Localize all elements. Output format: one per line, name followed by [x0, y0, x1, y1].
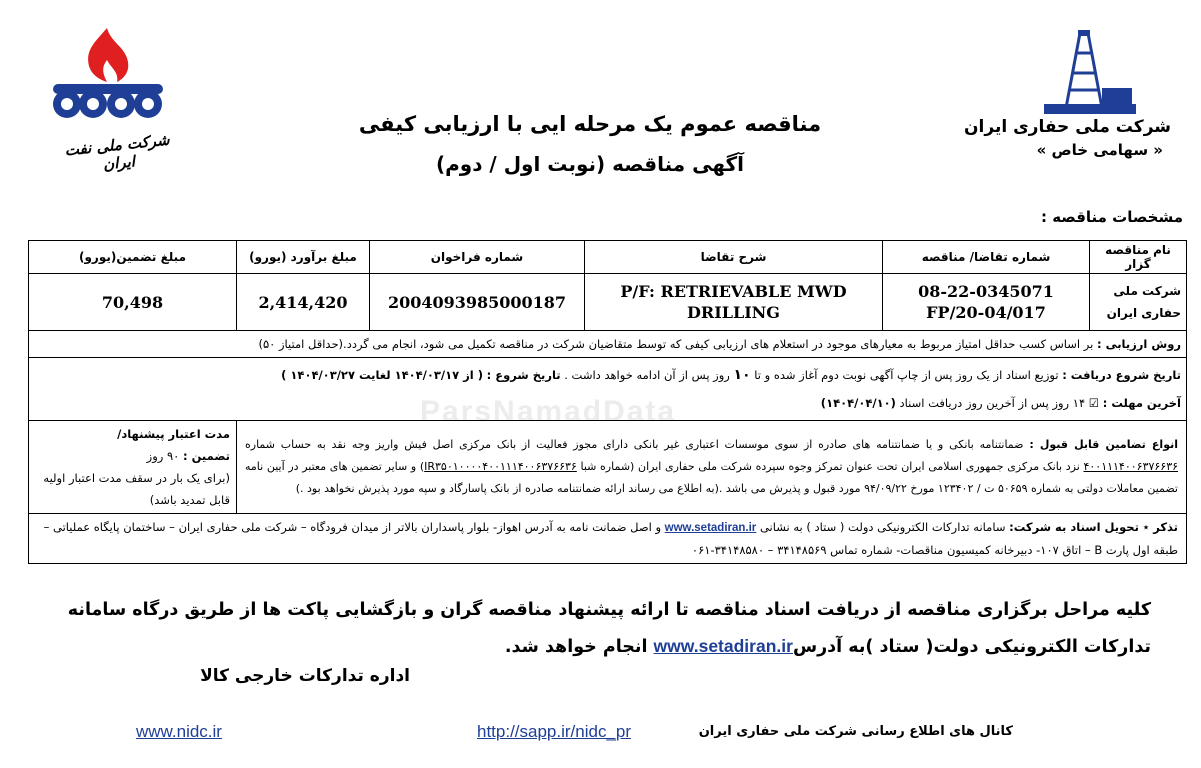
guarantees-cell	[237, 421, 1187, 514]
description-line1: P/F: RETRIEVABLE MWD	[620, 282, 847, 301]
procedure-line1: کلیه مراحل برگزاری مناقصه از دریافت اسناد مناقصه تا ارائه پیشنهاد مناقصه گران و بازگشایی پاکت ها از طریق درگاه سامانه	[67, 600, 1151, 620]
deadline-line	[34, 389, 1181, 417]
procedure-line2-part2: انجام خواهد شد.	[504, 637, 648, 657]
start-range: ( از ۱۴۰۴/۰۳/۱۷ لغایت ۱۴۰۴/۰۳/۲۷ )	[281, 368, 483, 382]
validity-guarantee-label: تضمین :	[182, 449, 230, 463]
deadline-label: آخرین مهلت :	[1102, 396, 1181, 410]
evaluation-text: بر اساس کسب حداقل امتیاز مربوط به معیارهای موجود در استعلام های ارزیابی کیفی که توسط متقاضیان شرکت در مناقصه تکمیل می شود، انجام می گردد.(حداقل امتیاز ۵۰)	[258, 337, 1094, 351]
header-estimate: مبلغ برآورد (یورو)	[237, 241, 370, 274]
description-line2: DRILLING	[687, 303, 780, 322]
distribution-text-before: توزیع اسناد از یک روز پس از چاپ آگهی نوبت دوم آغاز شده و تا	[754, 368, 1059, 382]
distribution-text-after: روز پس از آن ادامه خواهد داشت .	[564, 368, 730, 382]
header-description: شرح تقاضا	[585, 241, 883, 274]
guarantees-label: انواع تضامین قابل قبول :	[1029, 438, 1179, 451]
request-no-line2: FP/20-04/017	[926, 303, 1046, 322]
sapp-link[interactable]: http://sapp.ir/nidc_pr	[477, 722, 632, 741]
procedure-line2	[51, 628, 1151, 665]
delivery-row	[29, 514, 1187, 564]
watermark: ParsNamadData	[420, 395, 677, 428]
validity-days: ۹۰ روز	[146, 449, 180, 463]
guarantees-text-2: نزد بانک مرکزی جمهوری اسلامی ایران تحت عنوان تمرکز وجوه سپرده شرکت ملی حفاری ایران (شماره شبا	[580, 460, 1080, 473]
procedure-line2-part1: تدارکات الکترونیکی دولت( ستاد )به آدرس	[792, 637, 1151, 657]
validity-line	[35, 445, 230, 467]
guarantees-text-1: ضمانتنامه بانکی و یا ضمانتنامه های صادره از سوی موسسات اعتباری غیر بانکی دارای مجوز فعالیت از بانک مرکزی اصل فیش واریز وجه نقد به حساب شماره	[245, 438, 1024, 451]
cell-guarantee: 70,498	[29, 274, 237, 331]
nidc-name: شرکت ملی حفاری ایران	[964, 117, 1171, 137]
deadline-text: ۱۴ روز پس از آخرین روز دریافت اسناد	[899, 396, 1086, 410]
evaluation-cell	[29, 331, 1187, 358]
nioc-logo	[45, 24, 175, 139]
flame-icon	[88, 28, 128, 82]
nidc-subtitle: « سهامی خاص »	[1036, 141, 1163, 159]
tender-table	[28, 240, 1187, 564]
cell-estimate: 2,414,420	[237, 274, 370, 331]
validity-label: مدت اعتبار پیشنهاد/	[117, 427, 230, 441]
distribution-line	[34, 361, 1181, 389]
specs-label: مشخصات مناقصه :	[1040, 208, 1183, 226]
evaluation-label: روش ارزیابی :	[1096, 337, 1181, 351]
evaluation-row	[29, 331, 1187, 358]
cell-call-no: 2004093985000187	[370, 274, 585, 331]
setadiran-big-link[interactable]: www.setadiran.ir	[653, 636, 793, 656]
validity-cell	[29, 421, 237, 514]
tender-table-wrapper	[28, 240, 1186, 564]
organizer-line1: شرکت ملی	[1113, 284, 1181, 298]
channel-label: کانال های اطلاع رسانی شرکت ملی حفاری ایران	[698, 724, 1013, 739]
checkbox-icon: ☑	[1088, 396, 1100, 410]
drilling-rig-logo	[1040, 28, 1140, 118]
deadline-date: (۱۴۰۴/۰۴/۱۰)	[820, 396, 896, 410]
cell-description	[585, 274, 883, 331]
delivery-label: تذکر ٭ تحویل اسناد به شرکت:	[1009, 520, 1178, 534]
table-row	[29, 274, 1187, 331]
page-title: مناقصه عموم یک مرحله ایی با ارزیابی کیفی	[358, 112, 822, 136]
distribution-label: تاریخ شروع دریافت :	[1062, 368, 1181, 382]
delivery-cell	[29, 514, 1187, 564]
cell-request-no	[883, 274, 1090, 331]
account-number: ۴۰۰۱۱۱۴۰۰۶۳۷۶۶۳۶	[1083, 460, 1179, 473]
request-no-line1: 08-22-0345071	[918, 282, 1054, 301]
table-header-row	[29, 241, 1187, 274]
page-subtitle: آگهی مناقصه (نوبت اول / دوم)	[435, 152, 745, 176]
organizer-line2: حفاری ایران	[1106, 306, 1181, 320]
validity-note: (برای یک بار در سقف مدت اعتبار اولیه قابل تمدید باشد)	[43, 471, 230, 507]
setadiran-link[interactable]: www.setadiran.ir	[664, 522, 757, 534]
header-call-no: شماره فراخوان	[370, 241, 585, 274]
delivery-text-1: سامانه تدارکات الکترونیکی دولت ( ستاد ) به نشانی	[759, 520, 1006, 534]
start-label: تاریخ شروع :	[486, 368, 561, 382]
distribution-days: ۱۰	[733, 367, 751, 383]
procedure-notice	[51, 592, 1151, 665]
guarantees-text-3: ) و سایر تضمین های معتبر در آیین نامه تضمین معاملات دولتی به شماره ۵۰۶۵۹ ت / ۱۲۳۴۰۲ مورخ ۹۴/۰۹/۲۲ مورد قبول و پذیرش می باشد .(به اطلاع می رساند ارائه ضمانتنامه صادره از بانک پاسارگاد و سپه مورد پذیرش نخواهد بود .)	[245, 460, 1178, 495]
department-signature: اداره تدارکات خارجی کالا	[200, 666, 410, 686]
cell-organizer	[1090, 274, 1187, 331]
nioc-name: شرکت ملی نفت ایران	[63, 130, 171, 174]
delivery-text-2: و اصل ضمانت نامه به آدرس اهواز- بلوار پاسداران بالاتر از میدان فرودگاه – شرکت ملی حفاری ایران – ساختمان پایگاه عملیاتی – طبقه اول پارت B – اتاق ۱۰۷- دبیرخانه کمیسیون مناقصات- شماره تماس ۳۴۱۴۸۵۶۹ – ۳۴۱۴۸۵۸۰-۰۶۱	[43, 520, 1178, 557]
guarantees-row	[29, 421, 1187, 514]
distribution-cell	[29, 358, 1187, 421]
sheba-number: IR۳۵۰۱۰۰۰۰۴۰۰۱۱۱۴۰۰۶۳۷۶۶۳۶	[424, 460, 577, 473]
header-request-no: شماره تقاضا/ مناقصه	[883, 241, 1090, 274]
distribution-row	[29, 358, 1187, 421]
header-guarantee: مبلغ تضمین(یورو)	[29, 241, 237, 274]
nidc-website-link[interactable]: www.nidc.ir	[136, 722, 222, 741]
header-organizer: نام مناقصه گزار	[1090, 241, 1187, 274]
